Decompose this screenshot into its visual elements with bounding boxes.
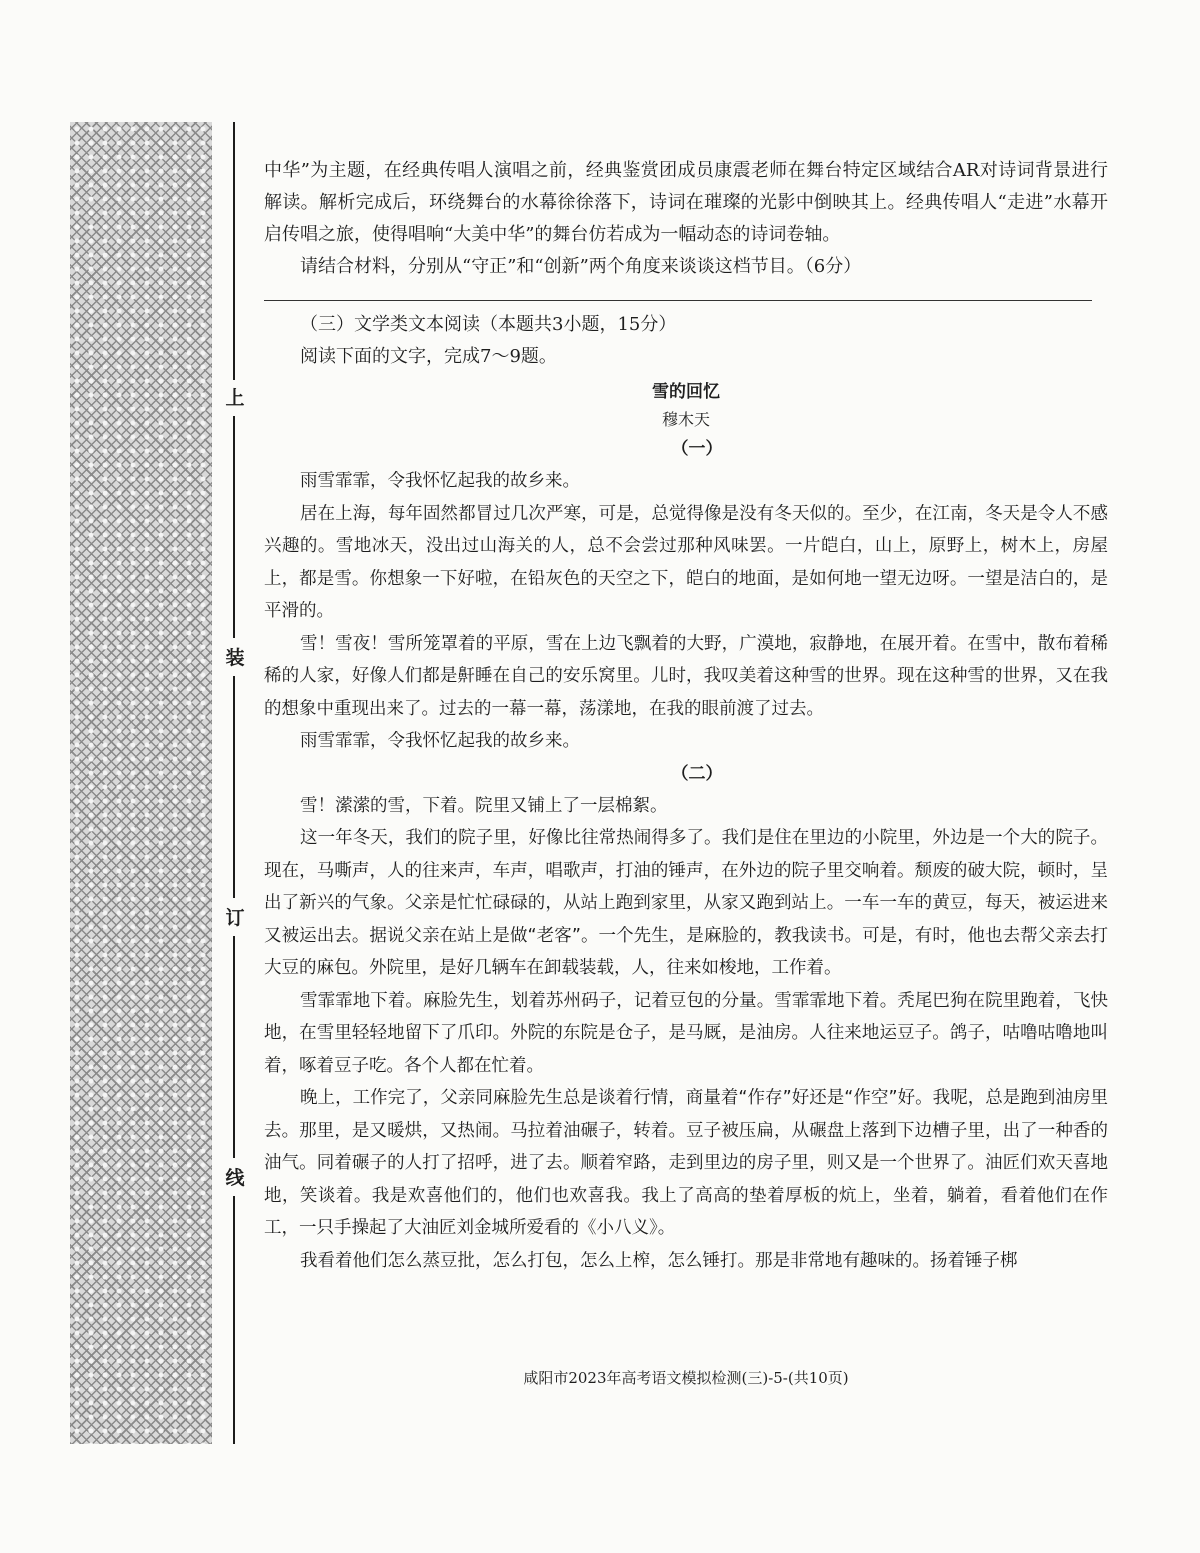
part-two-label: （二）: [671, 763, 723, 784]
essay-paragraph: 雨雪霏霏，令我怀忆起我的故乡来。: [300, 471, 580, 491]
question-text: 请结合材料，分别从“守正”和“创新”两个角度来谈谈这档节目。（6分）: [300, 256, 862, 277]
binding-line-segment: [233, 416, 235, 638]
instruction-text: 阅读下面的文字，完成7～9题。: [300, 346, 557, 367]
part-one-body: [264, 465, 1108, 758]
essay-paragraph: 我看着他们怎么蒸豆批，怎么打包，怎么上榨，怎么锤打。那是非常地有趣味的。扬着锤子梆: [300, 1250, 1018, 1271]
binding-line-segment: [233, 1196, 235, 1444]
essay-paragraph: 晚上，工作完了，父亲同麻脸先生总是谈着行情，商量着“作存”好还是“作空”好。我呢，总是跑到油房里去。那里，是又暖烘，又热闹。马拉着油碾子，转着。豆子被压扁，从碾盘上落到下边槽子里，出了一种香的油气。同着碾子的人打了招呼，进了去。顺着窄路，走到里边的房子里，则又是一个世界了。油匠们欢天喜地地，笑谈着。我是欢喜他们的，他们也欢喜我。我上了高高的垫着厚板的炕上，坐着，躺着，看着他们在作工，一只手操起了大油匠刘金城所爱看的《小八义》。: [264, 1088, 1108, 1238]
binding-line-segment: [233, 676, 235, 898]
essay-paragraph: 雨雪霏霏，令我怀忆起我的故乡来。: [300, 731, 580, 751]
part-one-label: （一）: [671, 439, 723, 459]
essay-paragraph: 居在上海，每年固然都冒过几次严寒，可是，总觉得像是没有冬天似的。至少，在江南，冬天是令人不感兴趣的。雪地冰天，没出过山海关的人，总不会尝过那种风味罢。一片皑白，山上，原野上，树木上，房屋上，都是雪。你想象一下好啦，在铅灰色的天空之下，皑白的地面，是如何地一望无边呀。一望是洁白的，是平滑的。: [264, 503, 1108, 621]
binding-mark-zhuang: 装: [225, 647, 245, 669]
binding-mark-shang: 上: [225, 387, 245, 409]
binding-line-segment: [233, 936, 235, 1158]
essay-paragraph: 这一年冬天，我们的院子里，好像比往常热闹得多了。我们是住在里边的小院里，外边是一个大的院子。现在，马嘶声，人的往来声，车声，唱歌声，打油的锤声，在外边的院子里交响着。颓废的破大院，顿时，呈出了新兴的气象。父亲是忙忙碌碌的，从站上跑到家里，从家又跑到站上。一车一车的黄豆，每天，被运进来又被运出去。据说父亲在站上是做“老客”。一个先生，是麻脸的，教我读书。可是，有时，他也去帮父亲去打大豆的麻包。外院里，是好几辆车在卸载装载，人，往来如梭地，工作着。: [264, 828, 1108, 978]
page-content: [264, 155, 1108, 1277]
binding-margin-pattern: [70, 122, 212, 1444]
essay-title: 雪的回忆: [652, 382, 720, 402]
essay-paragraph: 雪！雪夜！雪所笼罩着的平原，雪在上边飞飘着的大野，广漠地，寂静地，在展开着。在雪中，散布着稀稀的人家，好像人们都是鼾睡在自己的安乐窝里。儿时，我叹美着这种雪的世界。现在这种雪的世界，又在我的想象中重现出来了。过去的一幕一幕，荡漾地，在我的眼前渡了过去。: [264, 633, 1108, 719]
continued-paragraph: 中华”为主题，在经典传唱人演唱之前，经典鉴赏团成员康震老师在舞台特定区域结合AR对诗词背景进行解读。解析完成后，环绕舞台的水幕徐徐落下，诗词在璀璨的光影中倒映其上。经典传唱人“走进”水幕开启传唱之旅，使得唱响“大美中华”的舞台仿若成为一幅动态的诗词卷轴。: [264, 160, 1108, 245]
essay-paragraph: 雪！潆潆的雪，下着。院里又铺上了一层棉絮。: [300, 795, 668, 816]
essay-paragraph: 雪霏霏地下着。麻脸先生，划着苏州码子，记着豆包的分量。雪霏霏地下着。秃尾巴狗在院里跑着，飞快地，在雪里轻轻地留下了爪印。外院的东院是仓子，是马厩，是油房。人往来地运豆子。鸽子，咕噜咕噜地叫着，啄着豆子吃。各个人都在忙着。: [264, 990, 1108, 1076]
page-footer: 咸阳市2023年高考语文模拟检测(三)-5-(共10页): [523, 1369, 849, 1387]
essay-author: 穆木天: [661, 410, 710, 429]
answer-divider: [264, 300, 1092, 301]
part-two-body: [264, 790, 1108, 1278]
binding-line-segment: [233, 122, 235, 380]
binding-mark-xian: 线: [225, 1167, 245, 1189]
binding-mark-ding: 订: [225, 907, 245, 929]
section-heading: （三）文学类文本阅读（本题共3小题，15分）: [300, 314, 677, 335]
